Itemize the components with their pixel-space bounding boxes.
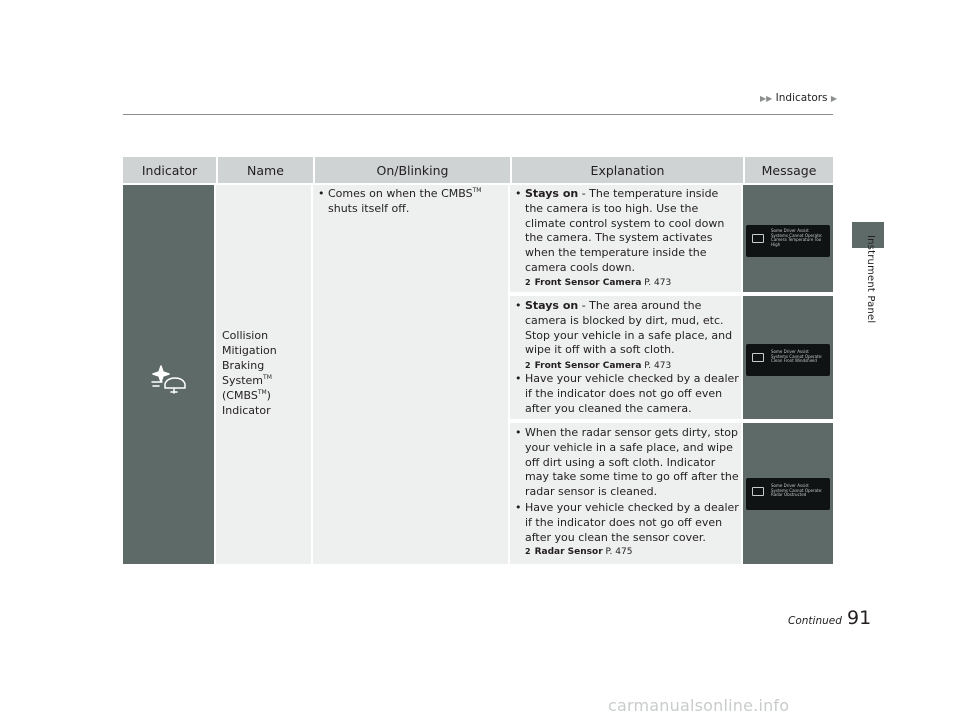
reference-title: Front Sensor Camera [534, 361, 642, 371]
name-line [222, 388, 277, 403]
stays-on-label: Stays on [525, 299, 579, 312]
message-screen [746, 225, 830, 257]
trademark-sup: TM [257, 389, 267, 396]
name-line [222, 373, 277, 388]
name-line: Mitigation [222, 344, 277, 357]
reference-title: Radar Sensor [534, 547, 603, 557]
message-cell-3 [743, 423, 833, 564]
message-screen [746, 344, 830, 376]
cross-reference[interactable] [513, 276, 671, 290]
indicator-cell [123, 185, 214, 564]
header-rule [123, 114, 833, 115]
reference-page: P. 473 [644, 361, 672, 371]
explanation-bullet: • Have your vehicle checked by a dealer if the indicator does not go off even after you clean the sensor cover. [513, 501, 739, 545]
trademark-sup: TM [263, 374, 272, 381]
camera-icon [752, 234, 764, 243]
header-name: Name [216, 157, 313, 183]
breadcrumb-label: Indicators [775, 92, 828, 104]
trademark-sup: TM [472, 187, 482, 194]
explanation-bullet: • Have your vehicle checked by a dealer if the indicator does not go off even after you cleaned the camera. [513, 372, 739, 416]
explanation-cell-2 [510, 296, 741, 419]
explanation-bullet [513, 187, 739, 276]
explanation-cell-1 [510, 185, 741, 292]
explanation-bullet [513, 299, 739, 358]
explanation-text: - The temperature inside the camera is too high. Use the climate control system to cool down the camera. The system activates when the temperature inside the camera cools down. [525, 187, 725, 274]
message-text: Some Driver Assist Systems Cannot Operate: Clean Front Windshield [771, 349, 823, 364]
name-text: System [222, 374, 264, 387]
explanation-text: - The area around the camera is blocked by dirt, mud, etc. Stop your vehicle in a safe place, and wipe it off with a soft cloth. [525, 299, 733, 357]
name-line: Indicator [222, 404, 271, 417]
breadcrumb-end-arrow-icon: ▶ [830, 94, 838, 103]
continued-label: Continued [788, 615, 842, 627]
breadcrumb-arrows-icon: ▶▶ [760, 94, 773, 103]
name-text: (CMBS [222, 389, 258, 402]
explanation-bullet: • When the radar sensor gets dirty, stop your vehicle in a safe place, and wipe off dirt using a soft cloth. Indicator may take some time to go off after the radar sensor is cleaned. [513, 426, 739, 500]
header-message: Message [743, 157, 833, 183]
reference-arrow-icon: 2 [525, 547, 531, 556]
on-blinking-text: Comes on when the CMBS [328, 187, 473, 200]
reference-arrow-icon: 2 [525, 361, 531, 370]
on-blinking-cell [313, 185, 508, 564]
stays-on-label: Stays on [525, 187, 579, 200]
header-indicator: Indicator [141, 162, 198, 178]
reference-title: Front Sensor Camera [534, 278, 642, 288]
name-line: Braking [222, 359, 265, 372]
header-on-blinking: On/Blinking [313, 157, 510, 183]
cmbs-indicator-icon [149, 362, 189, 394]
table-header [123, 157, 833, 183]
message-text: Some Driver Assist Systems Cannot Operate: Camera Temperature Too High [771, 228, 823, 247]
name-text: ) [266, 389, 271, 402]
section-side-label: Instrument Panel [865, 235, 876, 324]
reference-page: P. 473 [644, 278, 672, 288]
name-line: Collision [222, 329, 269, 342]
on-blinking-bullet [316, 187, 504, 217]
message-cell-2 [743, 296, 833, 419]
indicator-name [222, 328, 277, 418]
reference-page: P. 475 [605, 547, 633, 557]
header-explanation: Explanation [510, 157, 743, 183]
reference-arrow-icon: 2 [525, 278, 531, 287]
message-text: Some Driver Assist Systems Cannot Operate: Radar Obstructed [771, 483, 823, 498]
windshield-icon [752, 353, 764, 362]
breadcrumb [760, 92, 840, 104]
on-blinking-text: shuts itself off. [328, 201, 410, 215]
cross-reference[interactable] [513, 359, 671, 373]
message-screen [746, 478, 830, 510]
name-cell [216, 185, 311, 564]
page-number: 91 [847, 607, 872, 629]
radar-icon [752, 487, 764, 496]
explanation-cell-3 [510, 423, 741, 564]
cross-reference[interactable] [513, 545, 632, 559]
message-cell-1 [743, 185, 833, 292]
watermark: carmanualsonline.info [608, 696, 790, 715]
